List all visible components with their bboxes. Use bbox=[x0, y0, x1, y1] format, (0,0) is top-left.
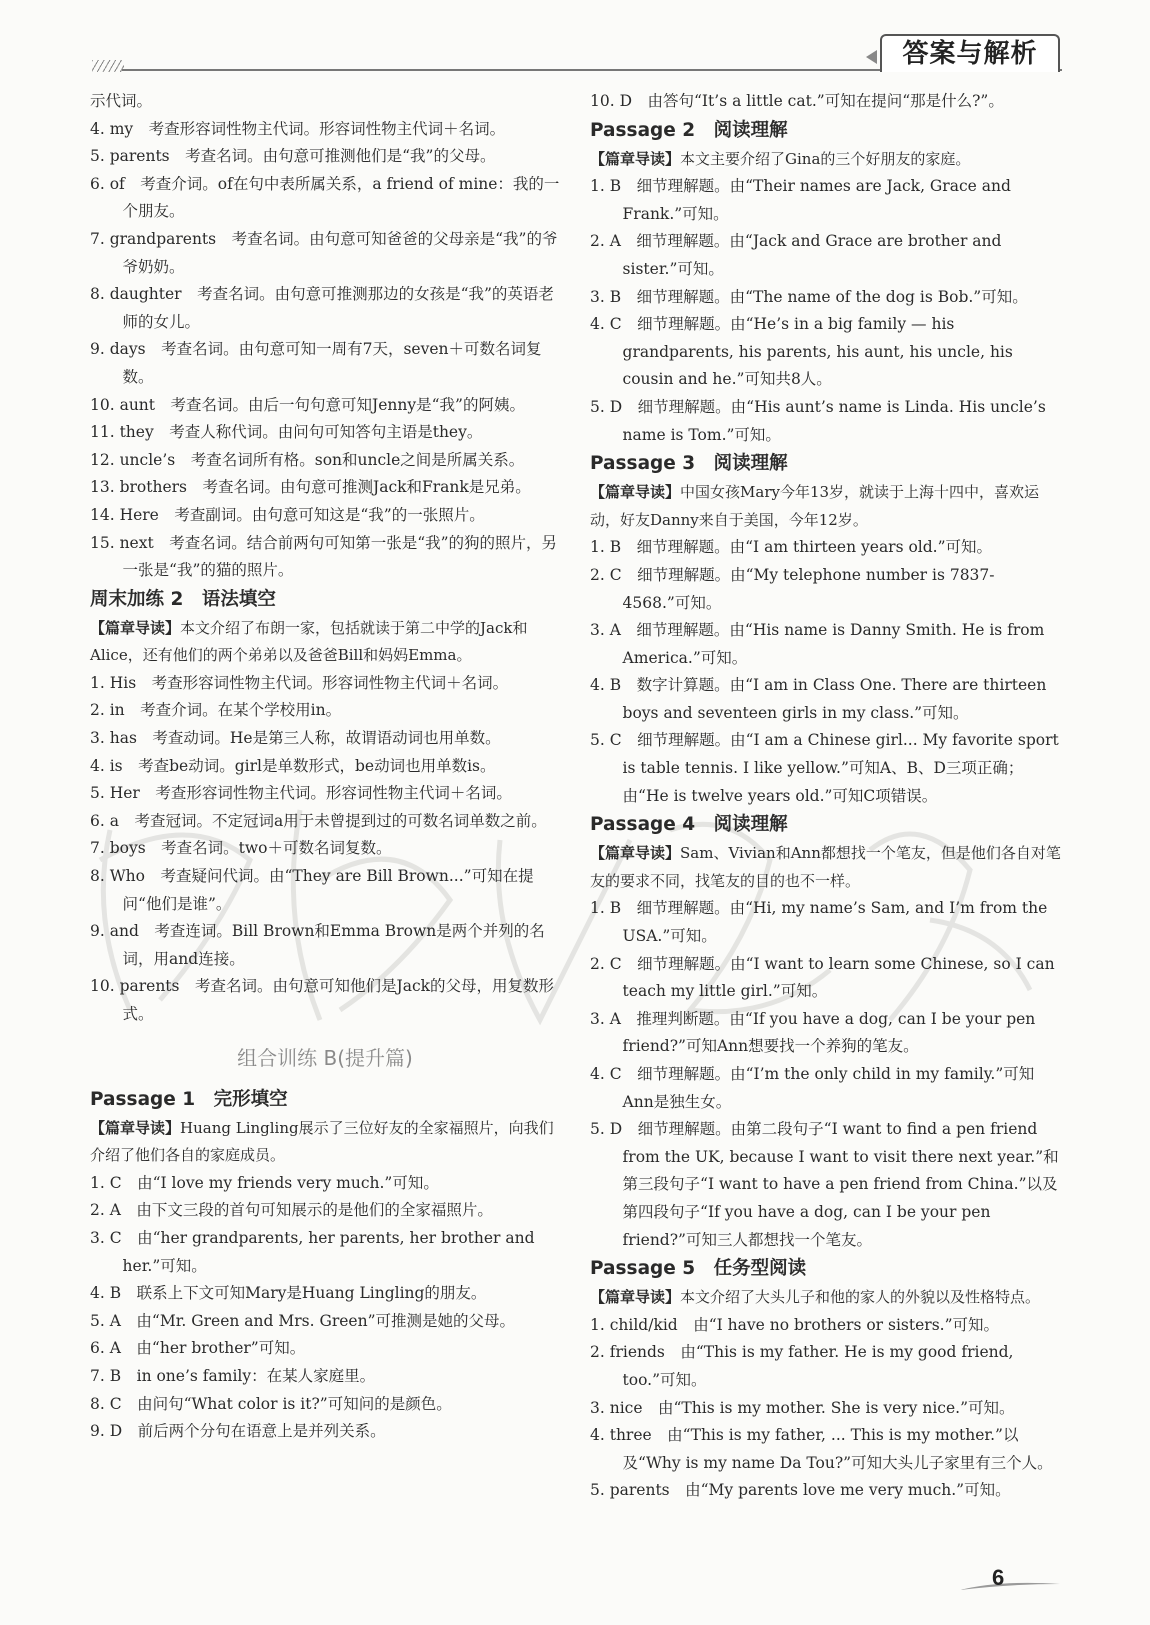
intro-text: 本文主要介绍了Gina的三个好朋友的家庭。 bbox=[680, 149, 971, 168]
section-heading: Passage 5 任务型阅读 bbox=[590, 1258, 807, 1280]
answer-item: 3. A 细节理解题。由“His name is Danny Smith. He is from America.”可知。 bbox=[590, 621, 1045, 667]
answer-item: 5. D 细节理解题。由第二段句子“I want to find a pen friend from the UK, because I want to visit there next year.”和第三段句子“I want to have a pen friend from China.”以及第四段句子“If you have a dog, can I be your pen friend?”可知三人都想找一个笔友。 bbox=[590, 1120, 1059, 1249]
answer-item: 4. my 考查形容词性物主代词。形容词性物主代词＋名词。 bbox=[90, 119, 506, 138]
section-intro bbox=[590, 146, 1062, 174]
answer-item: 6. a 考查冠词。不定冠词a用于未曾提到过的可数名词单数之前。 bbox=[90, 811, 547, 830]
left-column bbox=[90, 88, 560, 1446]
answer-item: 6. A 由“her brother”可知。 bbox=[90, 1339, 306, 1358]
answer-item: 3. C 由“her grandparents, her parents, her brother and her.”可知。 bbox=[90, 1228, 535, 1275]
section-heading: Passage 1 完形填空 bbox=[90, 1088, 288, 1110]
answer-item: 9. D 前后两个分句在语意上是并列关系。 bbox=[90, 1422, 386, 1441]
answer-item: 6. of 考查介词。of在句中表所属关系，a friend of mine：我的一个朋友。 bbox=[90, 174, 560, 221]
answer-item: 8. C 由问句“What color is it?”可知问的是颜色。 bbox=[90, 1394, 452, 1413]
answer-item: 2. C 细节理解题。由“My telephone number is 7837-4568.”可知。 bbox=[590, 565, 995, 612]
answer-item: 7. boys 考查名词。two＋可数名词复数。 bbox=[90, 839, 392, 858]
intro-label: 【篇章导读】 bbox=[590, 844, 681, 863]
answer-item: 4. is 考查be动词。girl是单数形式，be动词也用单数is。 bbox=[90, 756, 496, 775]
page-swoosh-decoration bbox=[960, 1578, 1060, 1592]
answer-item: 2. A 由下文三段的首句可知展示的是他们的全家福照片。 bbox=[90, 1201, 493, 1220]
section-intro bbox=[590, 1284, 1062, 1312]
intro-label: 【篇章导读】 bbox=[90, 1118, 181, 1137]
answer-item: 2. friends 由“This is my father. He is my good friend, too.”可知。 bbox=[590, 1343, 1014, 1389]
intro-text: 中国女孩Mary今年13岁，就读于上海十四中，喜欢运动，好友Danny来自于美国，今年12岁。 bbox=[590, 483, 1040, 529]
answer-item: 5. parents 考查名词。由句意可推测他们是“我”的父母。 bbox=[90, 147, 496, 166]
page-number: 6 bbox=[992, 1565, 1005, 1590]
answer-item: 5. D 细节理解题。由“His aunt’s name is Linda. His uncle’s name is Tom.”可知。 bbox=[590, 397, 1046, 444]
section-intro bbox=[590, 840, 1062, 895]
answer-item: 3. has 考查动词。He是第三人称，故谓语动词也用单数。 bbox=[90, 729, 501, 748]
intro-text: Sam、Vivian和Ann都想找一个笔友，但是他们各自对笔友的要求不同，找笔友的目的也不一样。 bbox=[590, 844, 1061, 890]
answer-item: 12. uncle’s 考查名词所有格。son和uncle之间是所属关系。 bbox=[90, 450, 525, 469]
answer-item: 2. A 细节理解题。由“Jack and Grace are brother and sister.”可知。 bbox=[590, 232, 1002, 278]
intro-label: 【篇章导读】 bbox=[90, 618, 181, 637]
intro-text: 本文介绍了大头儿子和他的家人的外貌以及性格特点。 bbox=[680, 1288, 1041, 1307]
intro-label: 【篇章导读】 bbox=[590, 483, 681, 502]
section-intro bbox=[90, 1115, 560, 1170]
section-heading: Passage 3 阅读理解 bbox=[590, 453, 788, 475]
answer-item: 7. B in one’s family：在某人家庭里。 bbox=[90, 1366, 376, 1385]
answer-item: 3. B 细节理解题。由“The name of the dog is Bob.”可知。 bbox=[590, 287, 1028, 306]
answer-item: 9. days 考查名词。由句意可知一周有7天，seven＋可数名词复数。 bbox=[90, 340, 542, 386]
triangle-icon bbox=[866, 50, 877, 64]
answer-item: 5. Her 考查形容词性物主代词。形容词性物主代词＋名词。 bbox=[90, 784, 512, 803]
answer-item: 15. next 考查名词。结合前两句可知第一张是“我”的狗的照片，另一张是“我”的猫的照片。 bbox=[90, 533, 558, 580]
answer-item: 9. and 考查连词。Bill Brown和Emma Brown是两个并列的名词，用and连接。 bbox=[90, 922, 545, 968]
answer-item: 1. His 考查形容词性物主代词。形容词性物主代词＋名词。 bbox=[90, 673, 509, 692]
answer-item: 8. daughter 考查名词。由句意可推测那边的女孩是“我”的英语老师的女儿。 bbox=[90, 285, 554, 331]
section-heading: Passage 2 阅读理解 bbox=[590, 119, 788, 141]
right-column bbox=[590, 88, 1062, 1505]
section-intro bbox=[590, 479, 1062, 534]
section-heading: 周末加练 2 语法填空 bbox=[90, 588, 276, 610]
header-decoration bbox=[92, 60, 124, 72]
answer-item: 1. B 细节理解题。由“Their names are Jack, Grace and Frank.”可知。 bbox=[590, 177, 1011, 223]
part-heading: 组合训练 B(提升篇) bbox=[237, 1045, 413, 1070]
answer-item: 5. C 细节理解题。由“I am a Chinese girl... My favorite sport is table tennis. I like yellow.”可知A、B、D三项正确；由“He is twelve years old.”可知C项错误。 bbox=[590, 731, 1059, 805]
answer-item: 10. D 由答句“It’s a little cat.”可知在提问“那是什么?”。 bbox=[590, 92, 1004, 110]
answer-item: 3. A 推理判断题。由“If you have a dog, can I be your pen friend?”可知Ann想要找一个养狗的笔友。 bbox=[590, 1009, 1036, 1056]
intro-label: 【篇章导读】 bbox=[590, 1288, 681, 1307]
answer-item: 1. C 由“I love my friends very much.”可知。 bbox=[90, 1173, 439, 1192]
answer-item: 4. B 数字计算题。由“I am in Class One. There are thirteen boys and seventeen girls in my class.”可知。 bbox=[590, 676, 1047, 722]
answer-item: 11. they 考查人称代词。由问句可知答句主语是they。 bbox=[90, 423, 483, 442]
answer-item: 7. grandparents 考查名词。由句意可知爸爸的父母亲是“我”的爷爷奶奶。 bbox=[90, 229, 558, 276]
answer-item: 10. aunt 考查名词。由后一句句意可知Jenny是“我”的阿姨。 bbox=[90, 395, 525, 414]
answer-item: 5. parents 由“My parents love me very much.”可知。 bbox=[590, 1481, 1011, 1500]
page-header-title: 答案与解析 bbox=[880, 34, 1060, 72]
answer-item: 3. nice 由“This is my mother. She is very nice.”可知。 bbox=[590, 1398, 1015, 1417]
section-intro bbox=[90, 615, 560, 670]
answer-item: 1. child/kid 由“I have no brothers or sisters.”可知。 bbox=[590, 1315, 999, 1334]
answer-item: 4. B 联系上下文可知Mary是Huang Lingling的朋友。 bbox=[90, 1284, 487, 1303]
answer-item: 14. Here 考查副词。由句意可知这是“我”的一张照片。 bbox=[90, 505, 485, 524]
section-heading: Passage 4 阅读理解 bbox=[590, 814, 788, 836]
answer-item: 5. A 由“Mr. Green and Mrs. Green”可推测是她的父母。 bbox=[90, 1311, 516, 1330]
answer-item: 2. C 细节理解题。由“I want to learn some Chinese, so I can teach my little girl.”可知。 bbox=[590, 954, 1055, 1001]
answer-item: 示代词。 bbox=[90, 92, 153, 110]
intro-text: 本文介绍了布朗一家，包括就读于第二中学的Jack和Alice，还有他们的两个弟弟以及爸爸Bill和妈妈Emma。 bbox=[90, 618, 528, 665]
answer-item: 1. B 细节理解题。由“I am thirteen years old.”可知。 bbox=[590, 538, 993, 557]
answer-item: 2. in 考查介词。在某个学校用in。 bbox=[90, 701, 342, 720]
answer-item: 8. Who 考查疑问代词。由“They are Bill Brown...”可知在提问“他们是谁”。 bbox=[90, 867, 534, 913]
intro-text: Huang Lingling展示了三位好友的全家福照片，向我们介绍了他们各自的家庭成员。 bbox=[90, 1118, 554, 1165]
answer-item: 4. C 细节理解题。由“I’m the only child in my family.”可知Ann是独生女。 bbox=[590, 1065, 1035, 1111]
answer-item: 4. three 由“This is my father, ... This is my mother.”以及“Why is my name Da Tou?”可知大头儿子家里有三个人。 bbox=[590, 1426, 1053, 1472]
answer-item: 10. parents 考查名词。由句意可知他们是Jack的父母，用复数形式。 bbox=[90, 977, 555, 1023]
answer-item: 1. B 细节理解题。由“Hi, my name’s Sam, and I’m from the USA.”可知。 bbox=[590, 899, 1048, 946]
answer-item: 4. C 细节理解题。由“He’s in a big family — his grandparents, his parents, his aunt, his uncle, his cousin and he.”可知共8人。 bbox=[590, 315, 1013, 389]
answer-item: 13. brothers 考查名词。由句意可推测Jack和Frank是兄弟。 bbox=[90, 478, 531, 497]
intro-label: 【篇章导读】 bbox=[590, 149, 681, 168]
